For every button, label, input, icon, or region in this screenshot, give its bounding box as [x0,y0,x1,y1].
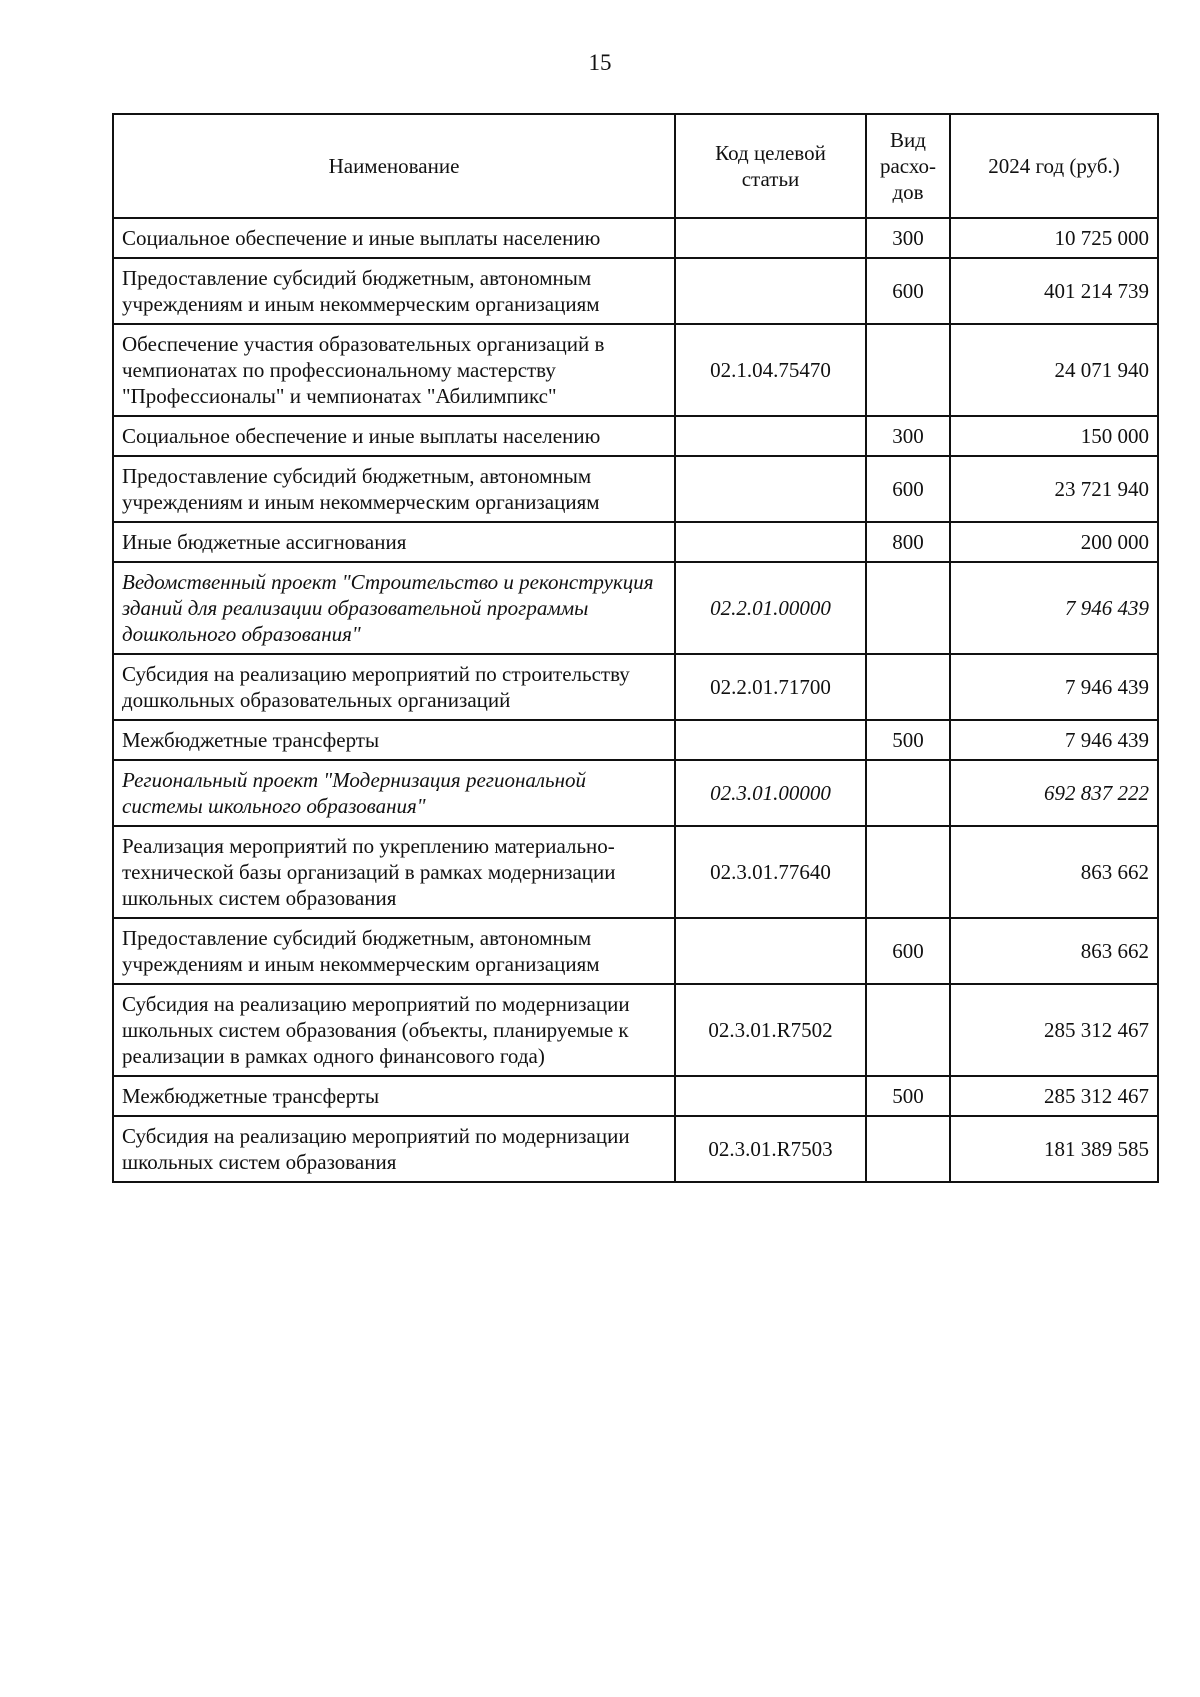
cell-expense-type: 600 [866,456,950,522]
cell-code: 02.3.01.77640 [675,826,866,918]
cell-expense-type [866,324,950,416]
cell-code [675,258,866,324]
cell-name: Социальное обеспечение и иные выплаты населению [113,416,675,456]
cell-amount: 181 389 585 [950,1116,1158,1182]
cell-amount: 863 662 [950,826,1158,918]
table-row [113,258,1158,324]
cell-expense-type: 500 [866,720,950,760]
cell-name: Межбюджетные трансферты [113,1076,675,1116]
cell-name: Региональный проект "Модернизация региональной системы школьного образования" [113,760,675,826]
cell-expense-type [866,826,950,918]
budget-table [112,113,1159,1183]
cell-expense-type [866,984,950,1076]
cell-code [675,720,866,760]
cell-amount: 285 312 467 [950,1076,1158,1116]
cell-amount: 23 721 940 [950,456,1158,522]
cell-name: Иные бюджетные ассигнования [113,522,675,562]
cell-amount: 7 946 439 [950,720,1158,760]
cell-name: Обеспечение участия образовательных организаций в чемпионатах по профессиональному мастерству "Профессионалы" и чемпионатах "Абилимпикс" [113,324,675,416]
cell-code [675,416,866,456]
cell-name: Субсидия на реализацию мероприятий по строительству дошкольных образовательных организаций [113,654,675,720]
cell-name: Реализация мероприятий по укреплению материально-технической базы организаций в рамках модернизации школьных систем образования [113,826,675,918]
cell-amount: 150 000 [950,416,1158,456]
table-row [113,416,1158,456]
table-row [113,918,1158,984]
header-expense-type: Вид расхо-дов [866,114,950,218]
cell-code [675,456,866,522]
cell-expense-type: 600 [866,918,950,984]
cell-amount: 692 837 222 [950,760,1158,826]
cell-expense-type: 500 [866,1076,950,1116]
cell-amount: 200 000 [950,522,1158,562]
cell-name: Социальное обеспечение и иные выплаты населению [113,218,675,258]
cell-amount: 285 312 467 [950,984,1158,1076]
table-row [113,1076,1158,1116]
cell-amount: 7 946 439 [950,562,1158,654]
header-name: Наименование [113,114,675,218]
cell-code [675,522,866,562]
cell-name: Предоставление субсидий бюджетным, автономным учреждениям и иным некоммерческим организациям [113,456,675,522]
table-body [113,218,1158,1182]
cell-amount: 401 214 739 [950,258,1158,324]
page-number: 15 [588,50,612,75]
cell-name: Предоставление субсидий бюджетным, автономным учреждениям и иным некоммерческим организациям [113,258,675,324]
cell-name: Ведомственный проект "Строительство и реконструкция зданий для реализации образовательной программы дошкольного образования" [113,562,675,654]
table-row [113,1116,1158,1182]
table-row [113,522,1158,562]
cell-expense-type [866,654,950,720]
table-row [113,456,1158,522]
cell-code: 02.2.01.00000 [675,562,866,654]
cell-amount: 863 662 [950,918,1158,984]
cell-name: Предоставление субсидий бюджетным, автономным учреждениям и иным некоммерческим организациям [113,918,675,984]
cell-name: Субсидия на реализацию мероприятий по модернизации школьных систем образования [113,1116,675,1182]
cell-expense-type [866,562,950,654]
cell-code: 02.3.01.R7503 [675,1116,866,1182]
table-row [113,826,1158,918]
table-row [113,218,1158,258]
cell-code: 02.3.01.00000 [675,760,866,826]
cell-code: 02.3.01.R7502 [675,984,866,1076]
header-code: Код целевой статьи [675,114,866,218]
cell-expense-type [866,760,950,826]
table-row [113,720,1158,760]
table-row-project [113,760,1158,826]
cell-amount: 24 071 940 [950,324,1158,416]
cell-name: Субсидия на реализацию мероприятий по модернизации школьных систем образования (объекты, планируемые к реализации в рамках одного финансового года) [113,984,675,1076]
table-header-row [113,114,1158,218]
cell-code [675,218,866,258]
cell-expense-type: 600 [866,258,950,324]
cell-code [675,1076,866,1116]
cell-amount: 10 725 000 [950,218,1158,258]
table-row [113,324,1158,416]
cell-code: 02.1.04.75470 [675,324,866,416]
cell-amount: 7 946 439 [950,654,1158,720]
table-row-project [113,562,1158,654]
cell-expense-type: 800 [866,522,950,562]
cell-code [675,918,866,984]
cell-expense-type [866,1116,950,1182]
cell-expense-type: 300 [866,416,950,456]
cell-expense-type: 300 [866,218,950,258]
table-row [113,654,1158,720]
table-row [113,984,1158,1076]
cell-code: 02.2.01.71700 [675,654,866,720]
cell-name: Межбюджетные трансферты [113,720,675,760]
header-amount: 2024 год (руб.) [950,114,1158,218]
